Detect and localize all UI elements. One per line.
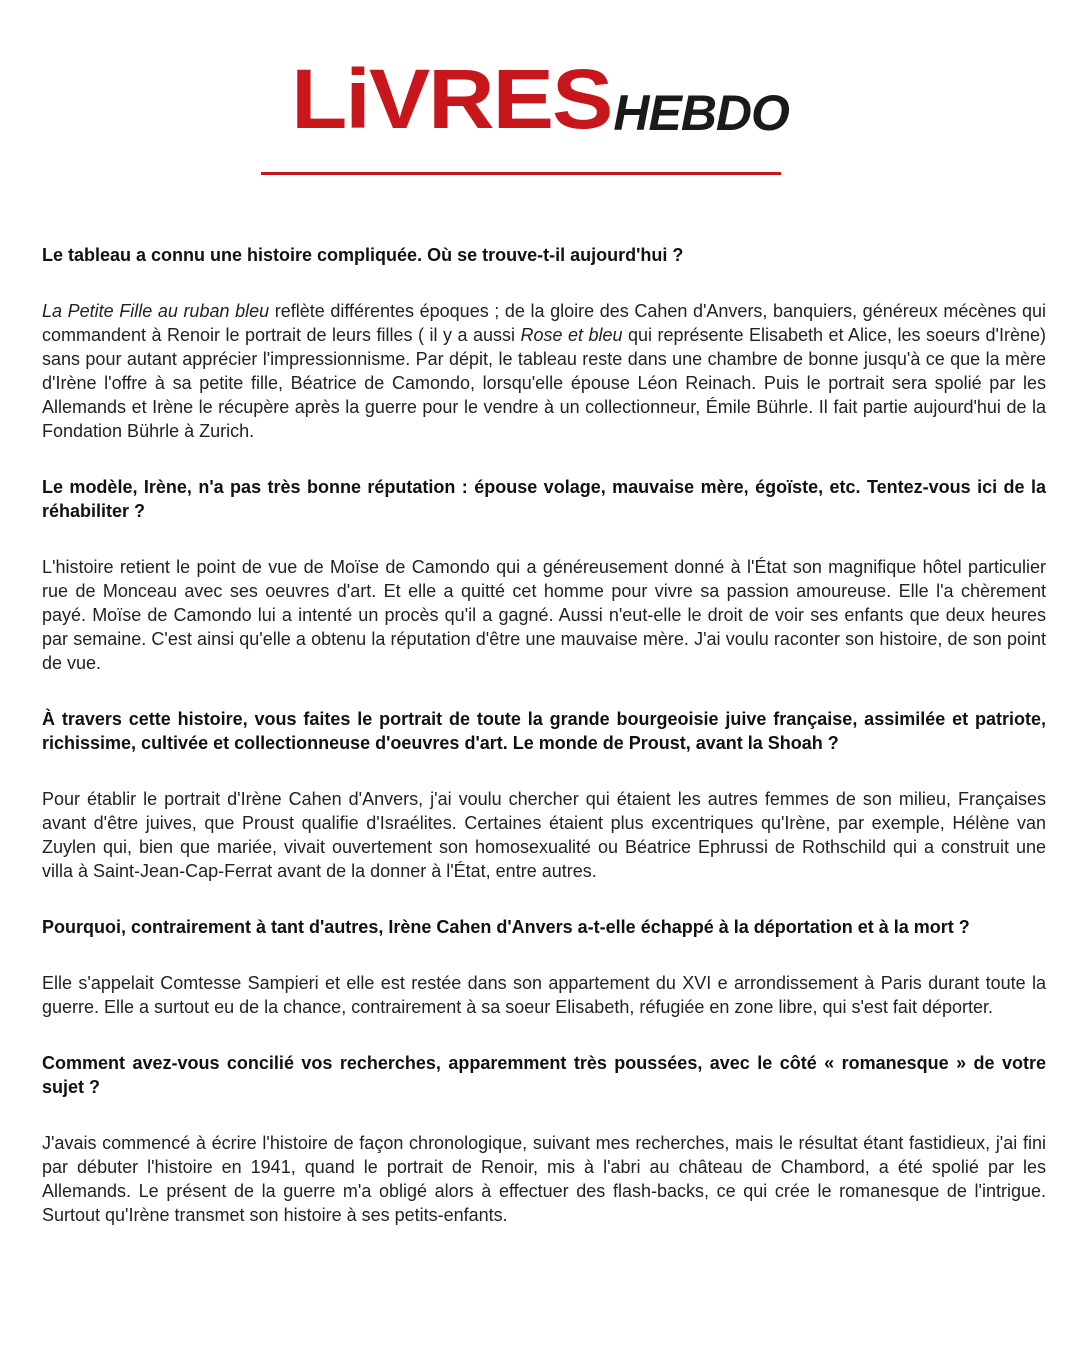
interview-question: À travers cette histoire, vous faites le portrait de toute la grande bourgeoisie juive française, assimilée et patriote, richissime, cultivée et collectionneuse d'oeuvres d'art. Le monde de Proust, avant la Shoah ? — [42, 709, 1046, 753]
interview-question: Le modèle, Irène, n'a pas très bonne réputation : épouse volage, mauvaise mère, égoïste, etc. Tentez-vous ici de la réhabiliter ? — [42, 477, 1046, 521]
interview-answer — [42, 299, 1046, 443]
masthead-divider — [261, 172, 781, 175]
answer-italic-title: La Petite Fille au ruban bleu — [42, 301, 270, 321]
answer-text: qui représente Elisabeth et Alice, les soeurs d'Irène) sans pour autant apprécier l'impressionnisme. Par dépit, le tableau reste dans une chambre de bonne jusqu'à ce que la mère d'Irène l'offre à sa petite fille, Béatrice de Camondo, lorsqu'elle épouse Léon Reinach. Puis le portrait sera spolié par les Allemands et Irène le récupère après la guerre pour le vendre à un collectionneur, Émile Bührle. Il fait partie aujourd'hui de la Fondation Bührle à Zurich. — [42, 325, 1046, 441]
interview-question: Le tableau a connu une histoire compliquée. Où se trouve-t-il aujourd'hui ? — [42, 245, 684, 265]
interview-question: Comment avez-vous concilié vos recherches, apparemment très poussées, avec le côté « romanesque » de votre sujet ? — [42, 1053, 1046, 1097]
logo-hebdo-text: HEBDO — [613, 85, 789, 141]
answer-text: Elle s'appelait Comtesse Sampieri et elle est restée dans son appartement du XVI e arrondissement à Paris durant toute la guerre. Elle a surtout eu de la chance, contrairement à sa soeur Elisabeth, réfugiée en zone libre, qui s'est fait déporter. — [42, 973, 1046, 1017]
masthead — [0, 50, 1080, 147]
answer-text: L'histoire retient le point de vue de Moïse de Camondo qui a généreusement donné à l'État son magnifique hôtel particulier rue de Monceau avec ses oeuvres d'art. Et elle a quitté cet homme pour vivre sa passion amoureuse. Elle l'a chèrement payé. Moïse de Camondo lui a intenté un procès qu'il a gagné. Aussi n'eut-elle le droit de voir ses enfants que deux heures par semaine. C'est ainsi qu'elle a obtenu la réputation d'être une mauvaise mère. J'ai voulu raconter son histoire, de son point de vue. — [42, 557, 1046, 673]
interview-question: Pourquoi, contrairement à tant d'autres, Irène Cahen d'Anvers a-t-elle échappé à la déportation et à la mort ? — [42, 917, 970, 937]
interview-article — [42, 243, 1046, 1259]
answer-text: reflète différentes époques ; de la gloire des Cahen d'Anvers, banquiers, généreux mécènes qui commandent à Renoir le portrait de leurs filles ( il y a aussi — [42, 301, 1046, 345]
interview-answer — [42, 555, 1046, 675]
livres-hebdo-logo — [291, 50, 789, 147]
answer-text: J'avais commencé à écrire l'histoire de façon chronologique, suivant mes recherches, mais le résultat étant fastidieux, j'ai fini par débuter l'histoire en 1941, quand le portrait de Renoir, mis à l'abri au château de Chambord, a été spolié par les Allemands. Le présent de la guerre m'a obligé alors à effectuer des flash-backs, ce qui crée le romanesque de l'intrigue. Surtout qu'Irène transmet son histoire à ses petits-enfants. — [42, 1133, 1046, 1225]
logo-livres-text: LiVRES — [291, 52, 612, 147]
answer-text: Pour établir le portrait d'Irène Cahen d'Anvers, j'ai voulu chercher qui étaient les autres femmes de son milieu, Françaises avant d'être juives, que Proust qualifie d'Israélites. Certaines étaient plus excentriques qu'Irène, par exemple, Hélène van Zuylen qui, bien que mariée, vivait ouvertement son homosexualité ou Béatrice Ephrussi de Rothschild qui a construit une villa à Saint-Jean-Cap-Ferrat avant de la donner à l'État, entre autres. — [42, 789, 1046, 881]
interview-answer — [42, 1131, 1046, 1227]
interview-answer — [42, 787, 1046, 883]
answer-italic-title: Rose et bleu — [520, 325, 623, 345]
interview-answer — [42, 971, 1046, 1019]
